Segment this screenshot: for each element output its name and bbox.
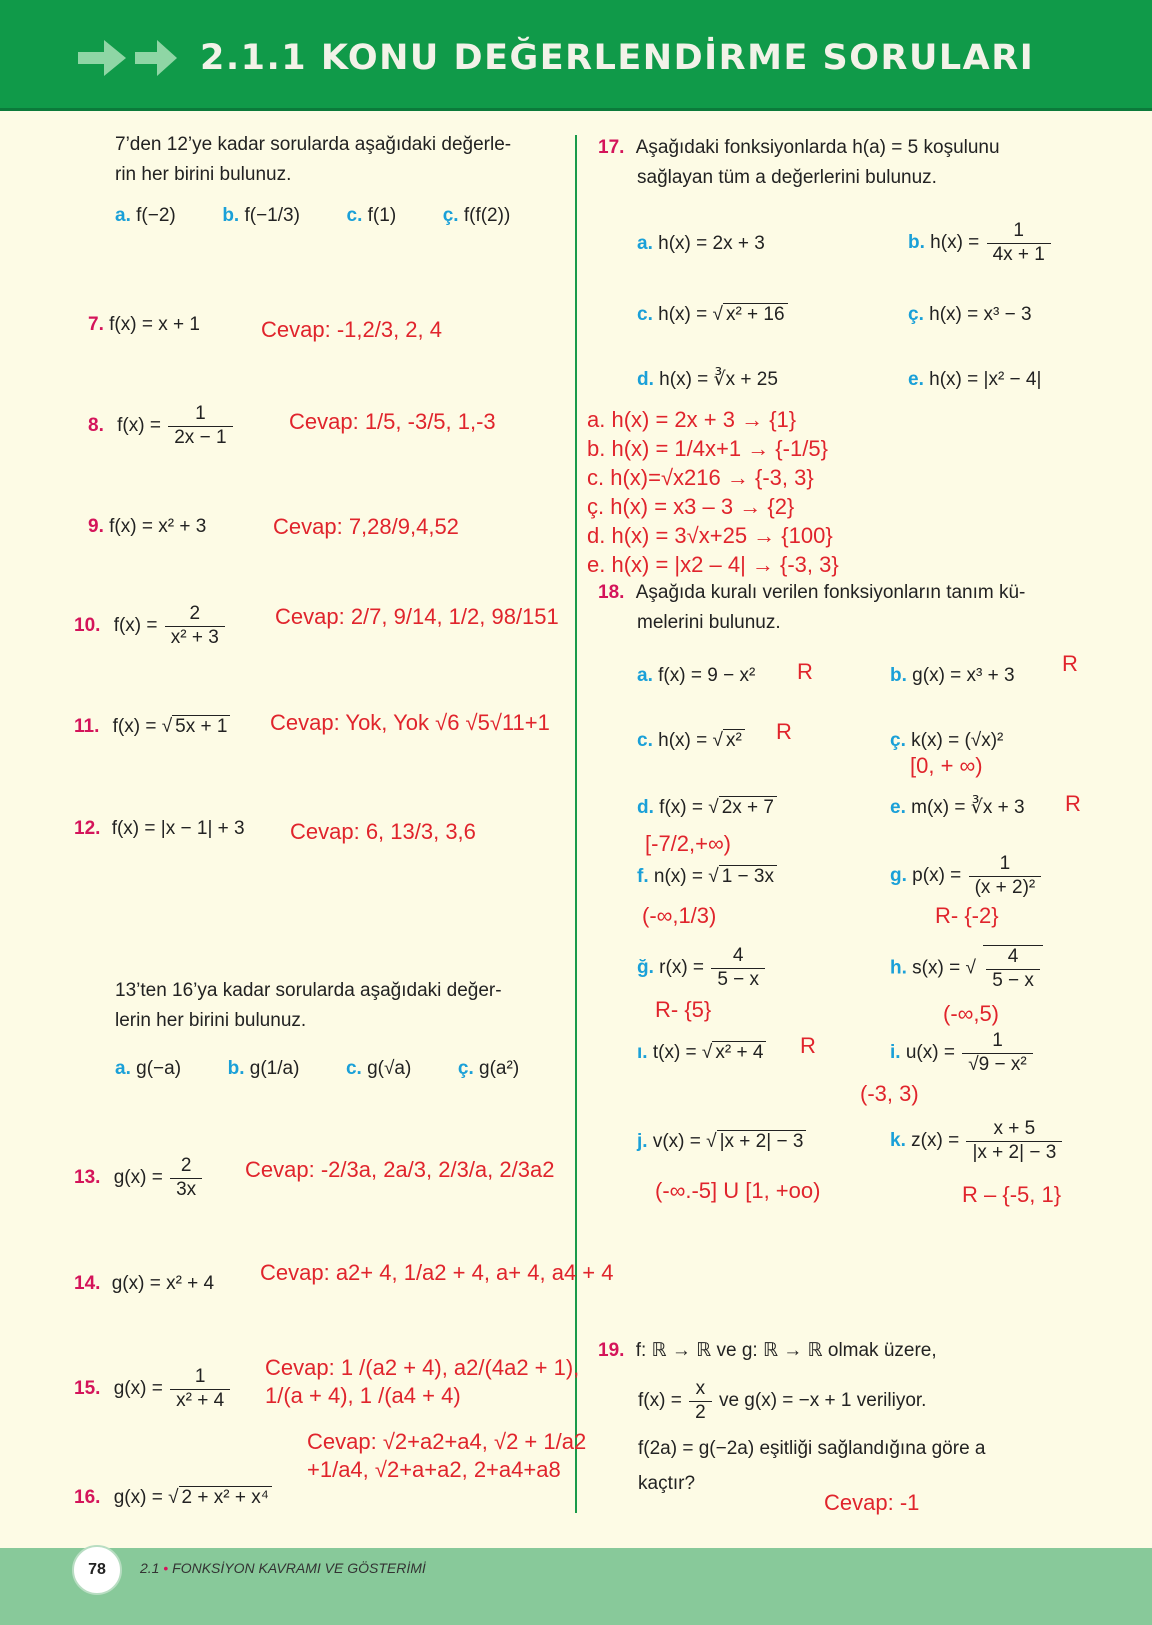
answer-18-e: R [1065, 791, 1081, 816]
fraction: $\frac{x + 5}{|x + 2| - 3}$ [966, 1118, 1062, 1165]
answer-18-i-dotless: R [800, 1033, 816, 1058]
question-7: 7. f(x) = x + 1 [88, 314, 200, 335]
q17-d: d. h(x) = ∛x + 25 [637, 369, 778, 390]
question-9: 9. f(x) = x² + 3 [88, 516, 207, 537]
answer-7: Cevap: -1,2/3, 2, 4 [261, 317, 442, 342]
intro-13-16: 13’ten 16’ya kadar sorularda aşağıdaki değer- lerin her birini bulunuz. [115, 980, 502, 1031]
answer-9: Cevap: 7,28/9,4,52 [273, 514, 459, 539]
answer-17-b: b. h(x) = 1/4x+1 → {-1/5} [587, 436, 828, 461]
fraction: $\frac{x}{2}$ [689, 1378, 712, 1425]
question-12: 12. f(x) = |x − 1| + 3 [74, 818, 245, 839]
answer-18-g-breve: R- {5} [655, 997, 712, 1022]
fraction: $\frac{1}{\text{x² + 4}}$ [170, 1366, 230, 1413]
answer-8: Cevap: 1/5, -3/5, 1,-3 [289, 409, 496, 434]
q18-i-dotless: ı. t(x) = √ x² + 4 [637, 1042, 766, 1065]
page-number: 78 [72, 1545, 122, 1595]
answer-17-a: a. h(x) = 2x + 3 → {1} [587, 407, 797, 432]
page-header [0, 0, 1152, 111]
q18-h: h. s(x) = √ $\frac{4}{5 - x}$ [890, 945, 1045, 993]
answer-18-i: (-3, 3) [860, 1081, 919, 1106]
arrow-icon [135, 40, 177, 76]
question-18: 18. Aşağıda kuralı verilen fonksiyonların tanım kü- melerini bulunuz. [598, 582, 1026, 633]
q18-j: j. v(x) = √ |x + 2| − 3 [637, 1131, 806, 1154]
answer-18-k: R – {-5, 1} [962, 1182, 1062, 1207]
q18-k: k. z(x) = $\frac{x + 5}{|x + 2| - 3}$ [890, 1118, 1064, 1165]
q17-c-cedilla: ç. h(x) = x³ − 3 [908, 304, 1032, 325]
answer-17-c: c. h(x)=√x216 → {-3, 3} [587, 465, 814, 490]
fraction: $\frac{2}{3x}$ [170, 1155, 202, 1202]
question-14: 14. g(x) = x² + 4 [74, 1273, 215, 1294]
values-list-2: a. g(−a) b. g(1/a) c. g(√a) ç. g(a²) [115, 1058, 520, 1079]
answer-15: Cevap: 1 /(a2 + 4), a2/(4a2 + 1), 1/(a + 4), 1 /(a4 + 4) [265, 1355, 580, 1408]
q18-i: i. u(x) = $\frac{1}{\text{√9 − x²}}$ [890, 1030, 1035, 1077]
answer-18-h: (-∞,5) [943, 1001, 1000, 1026]
values-list-1: a. f(−2) b. f(−1/3) c. f(1) ç. f(f(2)) [115, 205, 511, 226]
question-16: 16. g(x) = √ 2 + x² + x⁴ [74, 1487, 272, 1510]
q17-e: e. h(x) = |x² − 4| [908, 369, 1042, 390]
answer-16: Cevap: √2+a2+a4, √2 + 1/a2 +1/a4, √2+a+a2, 2+a4+a8 [307, 1429, 587, 1482]
q18-f: f. n(x) = √ 1 − 3x [637, 866, 777, 889]
q18-b: b. g(x) = x³ + 3 [890, 665, 1015, 686]
q18-e: e. m(x) = ∛x + 3 [890, 797, 1025, 818]
question-10: 10. f(x) = $\frac{2}{\text{x² + 3}}$ [74, 603, 227, 650]
q17-a: a. h(x) = 2x + 3 [637, 233, 765, 254]
fraction: $\frac{4}{5 - x}$ [983, 945, 1043, 993]
answer-12: Cevap: 6, 13/3, 3,6 [290, 819, 476, 844]
q18-c: c. h(x) = √ x² [637, 730, 745, 753]
answer-11: Cevap: Yok, Yok √6 √5√11+1 [270, 710, 550, 735]
question-15: 15. g(x) = $\frac{1}{\text{x² + 4}}$ [74, 1366, 232, 1413]
double-arrow-icon [78, 40, 126, 76]
q19-condition: f(2a) = g(−2a) eşitliği sağlandığına göre a [638, 1438, 986, 1459]
fraction: $\frac{1}{\text{√9 − x²}}$ [962, 1030, 1032, 1077]
question-11: 11. f(x) = √ 5x + 1 [74, 716, 230, 739]
q19-question: kaçtır? [638, 1473, 696, 1494]
answer-17-e: e. h(x) = |x2 – 4| → {-3, 3} [587, 552, 839, 577]
q17-b: b. h(x) = $\frac{1}{4x + 1}$ [908, 220, 1053, 267]
answer-18-c: R [776, 719, 792, 744]
answer-18-f: (-∞,1/3) [642, 903, 717, 928]
question-17: 17. Aşağıdaki fonksiyonlarda h(a) = 5 koşulunu sağlayan tüm a değerlerini bulunuz. [598, 137, 1000, 188]
fraction: $\frac{1}{2x - 1}$ [168, 403, 232, 450]
q18-c-cedilla: ç. k(x) = (√x)² [890, 730, 1004, 751]
column-divider [575, 135, 577, 1513]
fraction: $\frac{2}{\text{x² + 3}}$ [165, 603, 225, 650]
answer-18-g: R- {-2} [935, 903, 999, 928]
answer-18-d: [-7/2,+∞) [645, 831, 731, 856]
answer-17-d: d. h(x) = 3√x+25 → {100} [587, 523, 833, 548]
fraction: $\frac{1}{4x + 1}$ [987, 220, 1051, 267]
intro-7-12: 7’den 12’ye kadar sorularda aşağıdaki değerle- rin her birini bulunuz. [115, 134, 512, 185]
answer-13: Cevap: -2/3a, 2a/3, 2/3/a, 2/3a2 [245, 1157, 555, 1182]
fraction: $\frac{1}{\text{(x + 2)²}}$ [969, 853, 1042, 900]
answer-10: Cevap: 2/7, 9/14, 1/2, 98/151 [275, 604, 559, 629]
footer-section-title: 2.1 • FONKSİYON KAVRAMI VE GÖSTERİMİ [140, 1560, 426, 1576]
answer-19: Cevap: -1 [824, 1490, 920, 1515]
question-8: 8. f(x) = $\frac{1}{2x - 1}$ [88, 403, 235, 450]
question-13: 13. g(x) = $\frac{2}{3x}$ [74, 1155, 204, 1202]
q18-d: d. f(x) = √ 2x + 7 [637, 797, 777, 820]
answers-17 [587, 405, 839, 579]
answer-18-b: R [1062, 651, 1078, 676]
q18-g-breve: ğ. r(x) = $\frac{4}{5 - x}$ [637, 945, 767, 992]
answer-18-a: R [797, 659, 813, 684]
page-title: 2.1.1 KONU DEĞERLENDİRME SORULARI [200, 38, 1035, 78]
answer-18-j: (-∞.-5] U [1, +oo) [655, 1178, 821, 1203]
q18-a: a. f(x) = 9 − x² [637, 665, 756, 686]
q18-g: g. p(x) = $\frac{1}{\text{(x + 2)²}}$ [890, 853, 1043, 900]
q17-c: c. h(x) = √ x² + 16 [637, 304, 788, 327]
answer-18-c-cedilla: [0, + ∞) [910, 753, 983, 778]
answer-17-c-cedilla: ç. h(x) = x3 – 3 → {2} [587, 494, 795, 519]
question-19: 19. f: ℝ → ℝ ve g: ℝ → ℝ olmak üzere, [598, 1340, 937, 1361]
q19-given: f(x) = $\frac{x}{2}$ ve g(x) = −x + 1 veriliyor. [638, 1378, 927, 1423]
fraction: $\frac{4}{5 - x}$ [711, 945, 765, 992]
answer-14: Cevap: a2+ 4, 1/a2 + 4, a+ 4, a4 + 4 [260, 1260, 614, 1285]
